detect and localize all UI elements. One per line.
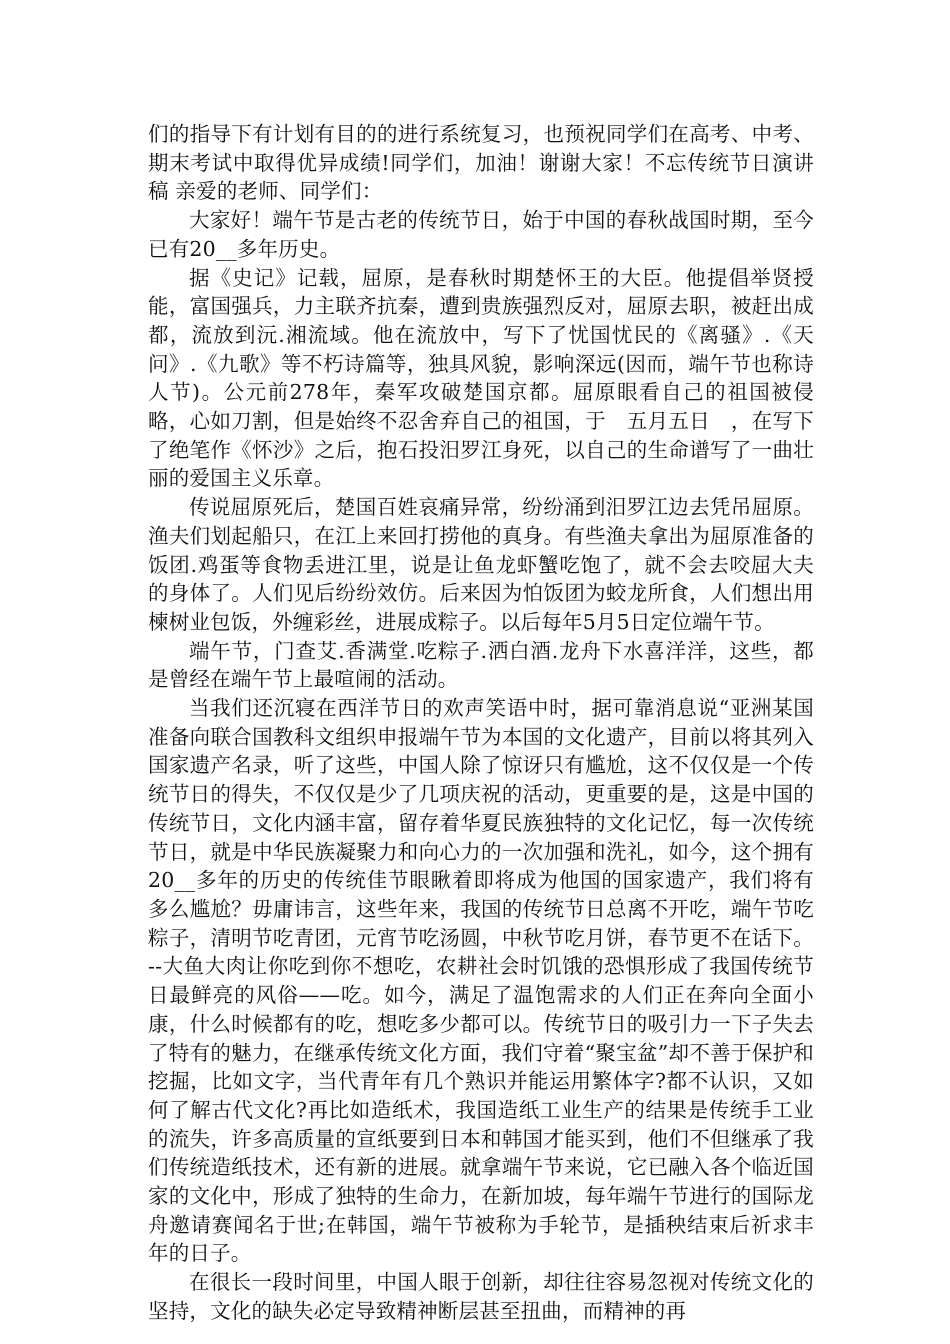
paragraph-customs: 端午节，门查艾.香满堂.吃粽子.洒白酒.龙舟下水喜洋洋，这些，都是曾经在端午节上最喧闹的活动。 [148, 638, 814, 692]
paragraph-opening: 们的指导下有计划有目的的进行系统复习，也预祝同学们在高考、中考、期末考试中取得优异成绩!同学们，加油！谢谢大家！不忘传统节日演讲稿 亲爱的老师、同学们： [148, 122, 814, 204]
paragraph-quyuan-history: 据《史记》记载，屈原，是春秋时期楚怀王的大臣。他提倡举贤授能，富国强兵，力主联齐抗秦，遭到贵族强烈反对，屈原去职，被赶出成都，流放到沅.湘流域。他在流放中，写下了忧国忧民的《离骚》.《天问》.《九歌》等不朽诗篇等，独具风貌，影响深远(因而，端午节也称诗人节)。公元前278年，秦军攻破楚国京都。屈原眼看自己的祖国被侵略，心如刀割，但是始终不忍舍弃自己的祖国，于 五月五日 ，在写下了绝笔作《怀沙》之后，抱石投汨罗江身死，以自己的生命谱写了一曲壮丽的爱国主义乐章。 [148, 265, 814, 491]
document-page [148, 120, 814, 1326]
paragraph-heritage: 当我们还沉寝在西洋节日的欢声笑语中时，据可靠消息说“亚洲某国准备向联合国教科文组织申报端午节为本国的文化遗产，目前以将其列入国家遗产名录，听了这些，中国人除了惊讶只有尴尬，这不仅仅是一个传统节日的得失，不仅仅是少了几项庆祝的活动，更重要的是，这是中国的传统节日，文化内涵丰富，留存着华夏民族独特的文化记忆，每一次传统节日，就是中华民族凝聚力和向心力的一次加强和洗礼，如今，这个拥有20__多年的历史的传统佳节眼瞅着即将成为他国的国家遗产，我们将有多么尴尬？毋庸讳言，这些年来，我国的传统节日总离不开吃，端午节吃粽子，清明节吃青团，元宵节吃汤圆，中秋节吃月饼，春节更不在话下。--大鱼大肉让你吃到你不想吃，农耕社会时饥饿的恐惧形成了我国传统节日最鲜亮的风俗——吃。如今，满足了温饱需求的人们正在奔向全面小康，什么时候都有的吃，想吃多少都可以。传统节日的吸引力一下子失去了特有的魅力，在继承传统文化方面，我们守着“聚宝盆”却不善于保护和挖掘，比如文字，当代青年有几个熟识并能运用繁体字?都不认识，又如何了解古代文化?再比如造纸术，我国造纸工业生产的结果是传统手工业的流失，许多高质量的宣纸要到日本和韩国才能买到，他们不但继承了我们传统造纸技术，还有新的进展。就拿端午节来说，它已融入各个临近国家的文化中，形成了独特的生命力，在新加坡，每年端午节进行的国际龙舟邀请赛闻名于世;在韩国，端午节被称为手轮节，是插秧结束后祈求丰年的日子。 [148, 696, 814, 1266]
paragraph-legend: 传说屈原死后，楚国百姓哀痛异常，纷纷涌到汨罗江边去凭吊屈原。渔夫们划起船只，在江上来回打捞他的真身。有些渔夫拿出为屈原准备的饭团.鸡蛋等食物丢进江里，说是让鱼龙虾蟹吃饱了，就不会去咬屈大夫的身体了。人们见后纷纷效仿。后来因为怕饭团为蛟龙所食，人们想出用楝树业包饭，外缠彩丝，进展成粽子。以后每年5月5日定位端午节。 [148, 495, 814, 634]
paragraph-tradition: 在很长一段时间里，中国人眼于创新，却往往容易忽视对传统文化的坚持，文化的缺失必定导致精神断层甚至扭曲，而精神的再 [148, 1270, 814, 1323]
paragraph-greeting: 大家好！端午节是古老的传统节日，始于中国的春秋战国时期，至今已有20__多年历史。 [148, 208, 814, 261]
